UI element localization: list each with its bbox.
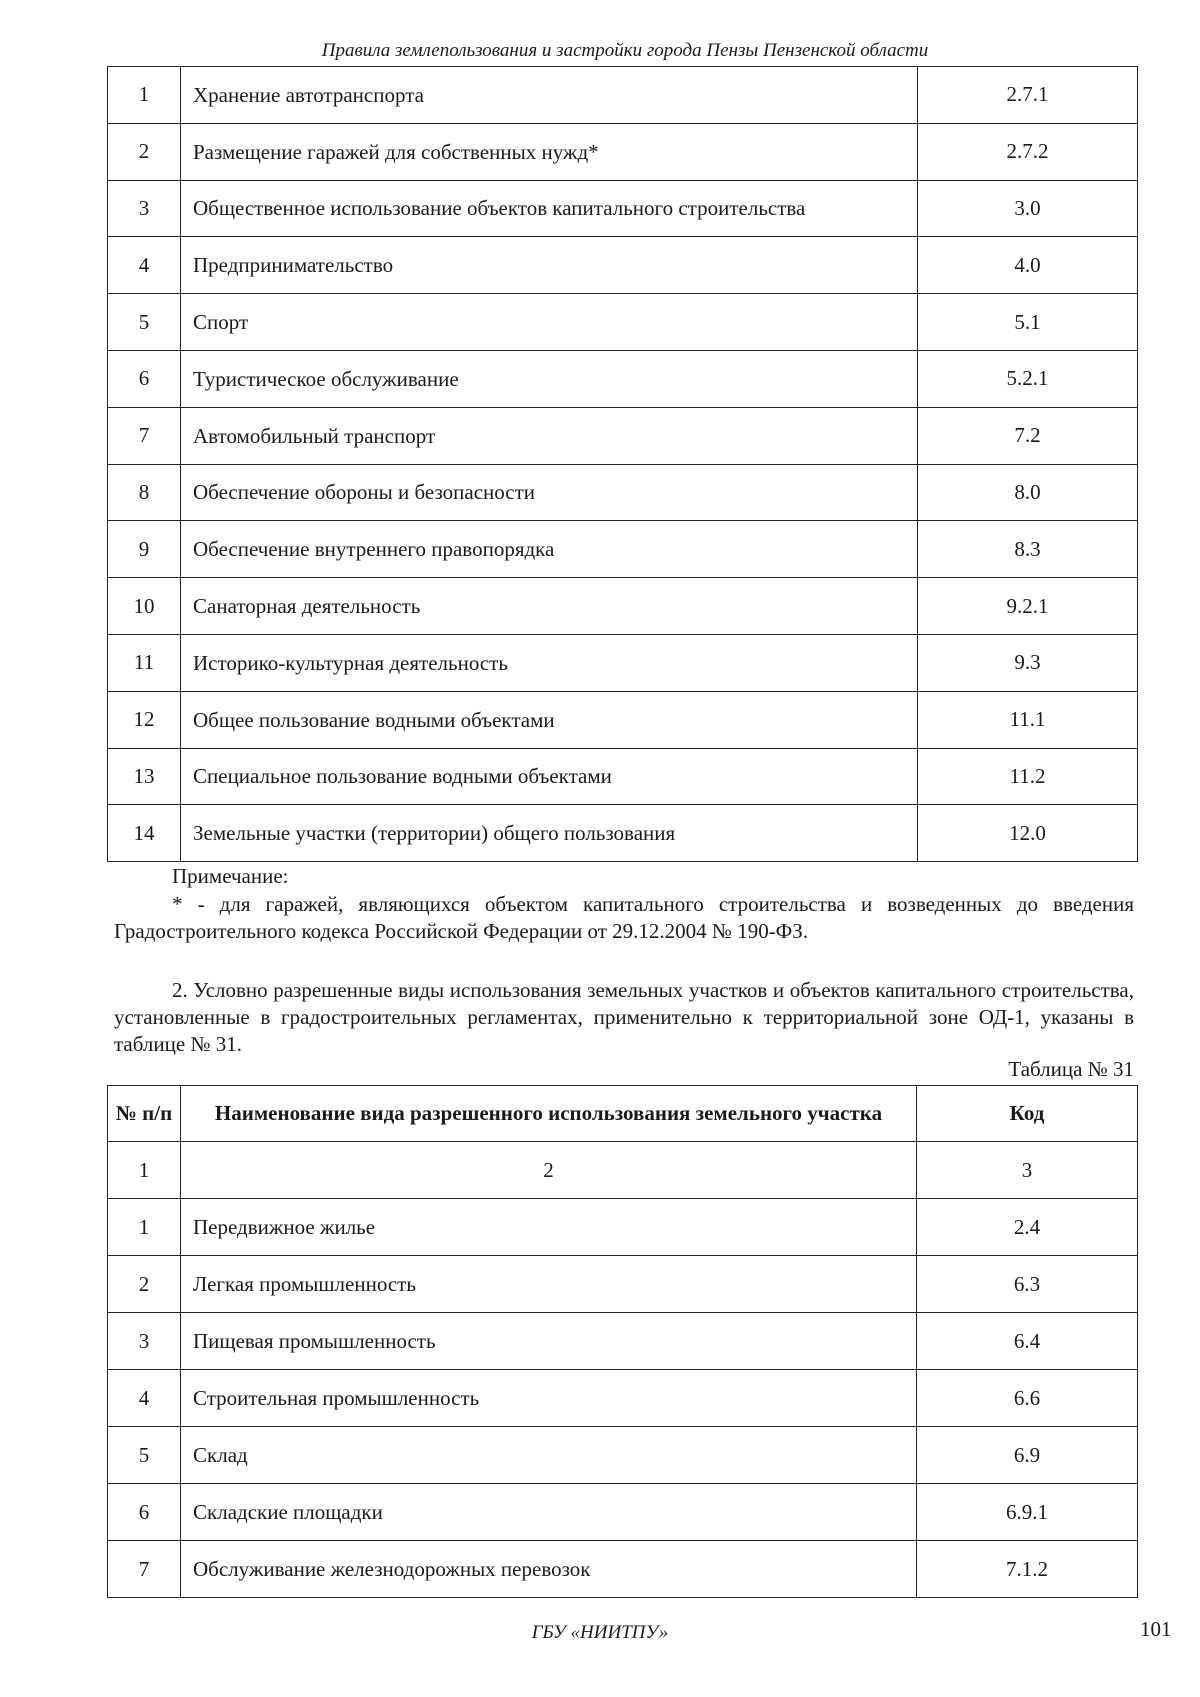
- use-type-code: 6.6: [917, 1370, 1138, 1427]
- row-number: 4: [108, 237, 181, 294]
- row-number: 10: [108, 578, 181, 635]
- use-type-code: 4.0: [918, 237, 1138, 294]
- use-type-name: Складские площадки: [181, 1484, 917, 1541]
- use-type-code: 7.2: [918, 407, 1138, 464]
- row-number: 1: [108, 1199, 181, 1256]
- use-type-code: 2.7.2: [918, 123, 1138, 180]
- row-number: 13: [108, 748, 181, 805]
- use-type-name: Общее пользование водными объектами: [181, 691, 918, 748]
- table-row: [108, 578, 1138, 635]
- use-type-name: Спорт: [181, 294, 918, 351]
- row-number: 3: [108, 180, 181, 237]
- use-type-code: 6.3: [917, 1256, 1138, 1313]
- use-type-code: 9.2.1: [918, 578, 1138, 635]
- use-type-name: Санаторная деятельность: [181, 578, 918, 635]
- use-type-code: 6.4: [917, 1313, 1138, 1370]
- table-row: [108, 1199, 1138, 1256]
- row-number: 2: [108, 1256, 181, 1313]
- row-number: 6: [108, 350, 181, 407]
- table-row: [108, 67, 1138, 124]
- use-type-name: Строительная промышленность: [181, 1370, 917, 1427]
- table-caption: Таблица № 31: [1008, 1057, 1134, 1081]
- table-row: [108, 350, 1138, 407]
- table-row: [108, 1484, 1138, 1541]
- use-type-code: 2.7.1: [918, 67, 1138, 124]
- column-numbers-row: [108, 1142, 1138, 1199]
- column-number: 1: [108, 1142, 181, 1199]
- use-type-name: Пищевая промышленность: [181, 1313, 917, 1370]
- use-type-code: 12.0: [918, 805, 1138, 862]
- use-type-code: 6.9: [917, 1427, 1138, 1484]
- table-row: [108, 691, 1138, 748]
- use-type-name: Хранение автотранспорта: [181, 67, 918, 124]
- use-type-name: Обеспечение внутреннего правопорядка: [181, 521, 918, 578]
- use-type-code: 2.4: [917, 1199, 1138, 1256]
- row-number: 9: [108, 521, 181, 578]
- land-use-table-continued: [107, 66, 1138, 862]
- table-row: [108, 1541, 1138, 1598]
- header-code: Код: [917, 1086, 1138, 1142]
- table-row: [108, 123, 1138, 180]
- table-row: [108, 748, 1138, 805]
- table-header-row: [108, 1086, 1138, 1142]
- use-type-code: 11.1: [918, 691, 1138, 748]
- table-row: [108, 1427, 1138, 1484]
- use-type-code: 7.1.2: [917, 1541, 1138, 1598]
- use-type-name: Склад: [181, 1427, 917, 1484]
- use-type-name: Размещение гаражей для собственных нужд*: [181, 123, 918, 180]
- page-number: 101: [1140, 1617, 1172, 1641]
- column-number: 2: [181, 1142, 917, 1199]
- use-type-name: Общественное использование объектов капитального строительства: [181, 180, 918, 237]
- row-number: 11: [108, 634, 181, 691]
- row-number: 4: [108, 1370, 181, 1427]
- column-number: 3: [917, 1142, 1138, 1199]
- row-number: 8: [108, 464, 181, 521]
- row-number: 3: [108, 1313, 181, 1370]
- use-type-code: 11.2: [918, 748, 1138, 805]
- note-title: Примечание:: [172, 864, 289, 888]
- table-row: [108, 180, 1138, 237]
- row-number: 5: [108, 1427, 181, 1484]
- table-row: [108, 521, 1138, 578]
- running-header: Правила землепользования и застройки города Пензы Пензенской области: [321, 40, 929, 61]
- use-type-name: Обслуживание железнодорожных перевозок: [181, 1541, 917, 1598]
- use-type-code: 8.0: [918, 464, 1138, 521]
- footer-organization: ГБУ «НИИТПУ»: [531, 1622, 669, 1643]
- use-type-code: 5.2.1: [918, 350, 1138, 407]
- use-type-name: Специальное пользование водными объектами: [181, 748, 918, 805]
- use-type-name: Историко-культурная деятельность: [181, 634, 918, 691]
- table-row: [108, 805, 1138, 862]
- row-number: 1: [108, 67, 181, 124]
- table-row: [108, 1256, 1138, 1313]
- use-type-code: 5.1: [918, 294, 1138, 351]
- use-type-name: Предпринимательство: [181, 237, 918, 294]
- table-row: [108, 464, 1138, 521]
- use-type-name: Легкая промышленность: [181, 1256, 917, 1313]
- use-type-name: Земельные участки (территории) общего пользования: [181, 805, 918, 862]
- conditional-uses-paragraph: 2. Условно разрешенные виды использования земельных участков и объектов капитального строительства, установленные в градостроительных регламентах, применительно к территориальной зоне ОД-1, указаны в таблице № 31.: [114, 978, 1134, 1056]
- row-number: 5: [108, 294, 181, 351]
- use-type-code: 3.0: [918, 180, 1138, 237]
- row-number: 6: [108, 1484, 181, 1541]
- use-type-name: Туристическое обслуживание: [181, 350, 918, 407]
- table-row: [108, 294, 1138, 351]
- use-type-name: Обеспечение обороны и безопасности: [181, 464, 918, 521]
- table-row: [108, 1370, 1138, 1427]
- use-type-code: 8.3: [918, 521, 1138, 578]
- header-num: № п/п: [108, 1086, 181, 1142]
- row-number: 2: [108, 123, 181, 180]
- row-number: 12: [108, 691, 181, 748]
- header-name: Наименование вида разрешенного использования земельного участка: [181, 1086, 917, 1142]
- use-type-name: Передвижное жилье: [181, 1199, 917, 1256]
- table-row: [108, 237, 1138, 294]
- use-type-code: 9.3: [918, 634, 1138, 691]
- table-row: [108, 1313, 1138, 1370]
- table-row: [108, 634, 1138, 691]
- note-text: * - для гаражей, являющихся объектом капитального строительства и возведенных до введения Градостроительного кодекса Российской Федерации от 29.12.2004 № 190-ФЗ.: [114, 892, 1134, 943]
- row-number: 14: [108, 805, 181, 862]
- row-number: 7: [108, 1541, 181, 1598]
- use-type-code: 6.9.1: [917, 1484, 1138, 1541]
- use-type-name: Автомобильный транспорт: [181, 407, 918, 464]
- conditional-uses-table: [107, 1085, 1138, 1598]
- table-row: [108, 407, 1138, 464]
- row-number: 7: [108, 407, 181, 464]
